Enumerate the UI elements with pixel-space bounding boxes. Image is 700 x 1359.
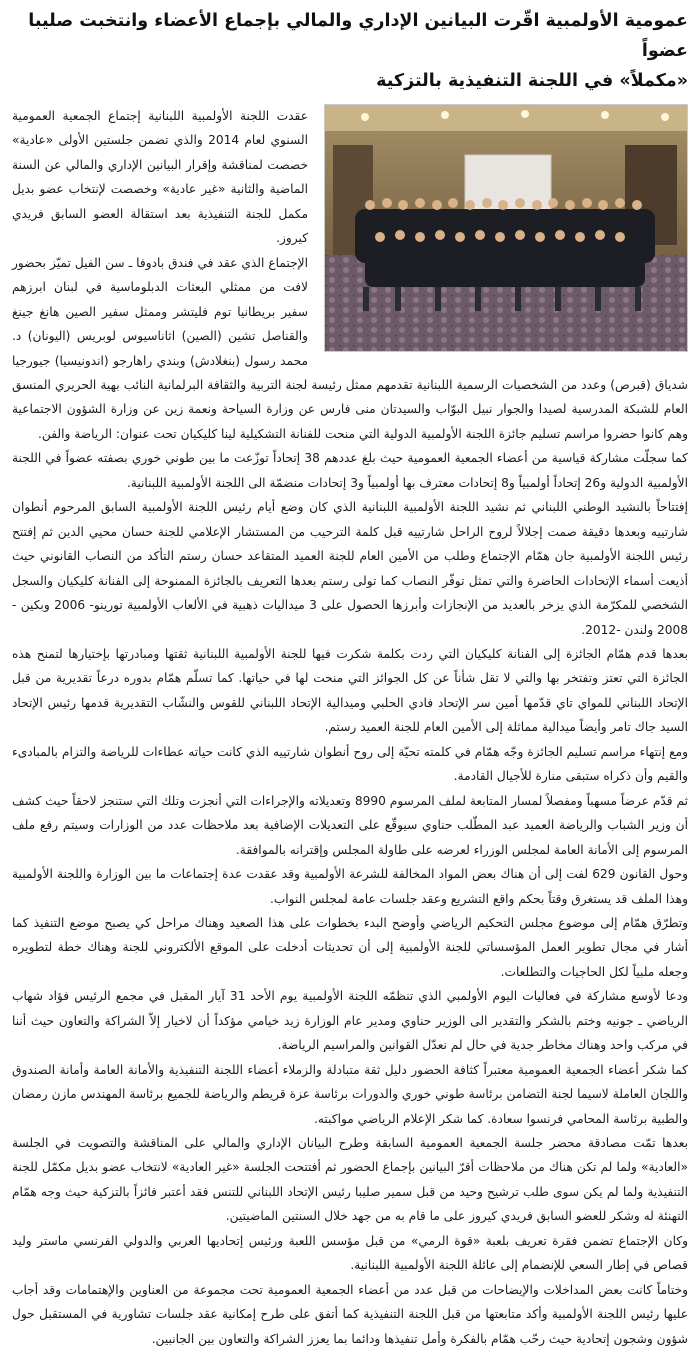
paragraph-intro: عقدت اللجنة الأولمبية اللبنانية إجتماع الجمعية العمومية السنوي لعام 2014 والذي تضمن جلستين الأولى «عادية» خصصت لمناقشة وإقرار البيانين الإداري والمالي عن السنة الماضية والثانية «غير عادية» وخصصت لإنتخاب عضو بديل مكمل للجنة التنفيذية بعد استقالة العضو السابق فريدي كيروز.	[12, 109, 309, 246]
paragraph-tribute: ومع إنتهاء مراسم تسليم الجائزة وجّه همّام في كلمته تحيّة إلى روح أنطوان شارتييه الذي كانت حياته عطاءات للرياضة والتزام بالمبادىء والقيم وأن ذكراه ستبقى منارة للأجيال القادمة.	[12, 744, 688, 784]
headline-line-2: «مكملاً» في اللجنة التنفيذية بالتزكية	[376, 71, 688, 91]
paragraph-opening: إفتتاحاً بالنشيد الوطني اللبناني ثم نشيد اللجنة الأولمبية اللبنانية الذي كان وضع أيام رئيس اللجنة الأولمبية السابق المرحوم أنطوان شارتييه وبعدها دقيقة صمت إجلالاً لروح الراحل شارتييه قبل كلمة الترحيب من المستشار الإعلامي للجنة حسان محيي الدين ثم إفتتح رئيس اللجنة الأولمبية جان همّام الإجتماع وطلب من الأمين العام للجنة العميد المتقاعد حسان رستم التأكد من النصاب القانوني حيث أذيعت أسماء الإتحادات الحاضرة والتي تمثل توفّر النصاب كما تولى رستم بعدها التعريف بالجائزة الممنوحة إلى الفنانة كليكيان والسجل الشخصي للمكرّمة الذي يزخر بالعديد من الإنجازات وأبرزها الحصول على 3 ميداليات ذهبية في الألعاب الأولمبية تورينو- 2006 وبكين - 2008 ولندن -2012.	[12, 500, 688, 637]
group-photo-of-committee-members-icon	[325, 105, 687, 351]
paragraph-election: بعدها تمّت مصادقة محضر جلسة الجمعية العمومية السابقة وطرح البيانان الإداري والمالي على المناقشة والتصويت في الجلسة «العادية» ولما لم تكن هناك من ملاحظات أقرّ البيانين بإجماع الحضور ثم أفتتحت الجلسة «غير العادية» لانتخاب عضو بديل مكمّل للجنة التنفيذية ولما لم يكن سوى طلب ترشيح وحيد من قبل سمير صليبا رئيس الإتحاد اللبناني للتنس فقد أعتبر فائزاً بالتزكية حيث وجه همّام التهنئة له وشكر للعضو السابق فريدي كيروز على ما قام به من جهد خلال السنتين الماضيتين.	[12, 1136, 688, 1224]
paragraph-olympic-day: ودعا لأوسع مشاركة في فعاليات اليوم الأولمبي الذي تنظمّه اللجنة الأولمبية يوم الأحد 31 آيار المقبل في مجمع الرئيس فؤاد شهاب الرياضي ـ جونيه وختم بالشكر والتقدير الى الوزير حناوي ومدير عام الوزارة زيد خيامي مؤكداً أن لاخيار إلاّ الشراكة والتعاون حيث أننا في مركب واحد وهناك مخاطر جدية في حال لم نعدّل القوانين والمراسيم الرياضة.	[12, 989, 689, 1053]
paragraph-attendance: الإجتماع الذي عقد في فندق بادوفا ـ سن الفيل تميّز بحضور لافت من ممثلي البعثات الدبلوماسية في لبنان ابرزهم سفير بريطانيا توم فليتشر وممثل سفير الصين هانغ جينغ والقناصل تشين (الصين) اثاناسيوس لوبريس (اليونان) د. محمد رسول (بنغلادش) وبندي راهارجو (اندونيسيا) جيورجيا شدياق (قبرص) وعدد من الشخصيات الرسمية اللبنانية تقدمهم ممثل رئيسة لجنة التربية والثقافة البرلمانية النائب بهية الحريري المنسق العام للشبكة المدرسية لصيدا والجوار نبيل البوّاب والسيدتان منى فارس عن وزارة السياحة ونعمة زين عن وزارة الشؤون الاجتماعية وهم كانوا حضروا مراسم تسليم جائزة اللجنة الأولمبية الدولية التي منحت للفنانة التشكيلية لينا كليكيان تحت عنوان: الرياضة والفن.	[12, 255, 688, 441]
headline-line-1: عمومية الأولمبية اقّرت البيانين الإداري والمالي بإجماع الأعضاء وانتخبت صليبا عضواً	[28, 11, 688, 61]
paragraph-arbitration: وتطرّق همّام إلى موضوع مجلس التحكيم الرياضي وأوضح البدء بخطوات على هذا الصعيد وهناك مراحل كي يصبح موضع التنفيذ كما أشار في مجال تطوير العمل المؤسساتي للجنة الأولمبية إلى أن تحديثات أدخلت على الموقع الألكتروني للجنة وهناك خطة لتطويره وجعله ملبياً لكل الحاجيات والتطلعات.	[12, 915, 688, 979]
article-headline	[12, 6, 688, 96]
paragraph-thanks: كما شكر أعضاء الجمعية العمومية معتبراً كثافة الحضور دليل ثقة متبادلة والزملاء أعضاء اللجنة التنفيذية والأمانة العامة وأمانة الصندوق واللجان العاملة لاسيما لجنة التضامن برئاسة طوني خوري والدورات برئاسة عزة قريطم والرياضة للجميع برئاسة المهندس مازن رمضان والطبية برئاسة المحامي فرنسوا سعادة. كما شكر الإعلام الرياضي مواكبته.	[12, 1062, 688, 1126]
paragraph-law: وحول القانون 629 لفت إلى أن هناك بعض المواد المخالفة للشرعة الأولمبية وقد عقدت عدة إجتماعات ما بين الوزارة واللجنة الأولمبية وهذا الملف قد يستغرق وقتاً بحكم واقع التشريع وعقد جلسات عامة لمجلس النواب.	[12, 867, 689, 906]
article-body	[12, 104, 688, 1351]
paragraph-participation: كما سجلّت مشاركة قياسية من أعضاء الجمعية العمومية حيث بلغ عددهم 38 إتحاداً توزّعت ما بين طوني خوري بصفته عضواً في اللجنة الأولمبية الدولية و26 إتحاداً أولمبياً و8 إتحادات معترف بها أولمبياً و3 إتحادات منضمّة الى اللجنة الأولمبية اللبنانية.	[12, 451, 688, 490]
paragraph-closing: وختاماً كانت بعض المداخلات والإيضاحات من قبل عدد من أعضاء الجمعية العمومية تحت مجموعة من العناوين والإهتمامات وقد أجاب عليها رئيس اللجنة الأولمبية وأكد متابعتها من قبل اللجنة التنفيذية كما أتفق على طرح إمكانية عقد جلسات تشاورية في المستقبل حول شؤون وشجون إتحادية حيث رحّب همّام بالفكرة وأمل تنفيذها ودائما بما يعزز الشراكة والتعاون بين الجانبين.	[12, 1282, 688, 1346]
paragraph-decree: ثم قدّم عرضاً مسهباً ومفصلاً لمسار المتابعة لملف المرسوم 8990 وتعديلاته والإجراءات التي أنجزت وتلك التي ستنجز لاحقاً حيث كشف أن وزير الشباب والرياضة العميد عبد المطّلب حناوي سيوقّع على التعديلات الإضافية بعد ملاحظات عدد من الوزارات وسيتم رفع ملف المرسوم إلى الأمانة العامة لمجلس الوزراء لعرضه على طاولة المجلس وإقترانه بالموافقة.	[12, 793, 688, 857]
paragraph-sport-intro: وكان الإجتماع تضمن فقرة تعريف بلعبة «قوة الرمي» من قبل مؤسس اللعبة ورئيس إتحاديها العربي والدولي الفرنسي ماستر وليد قصاص في إطار السعي للإنضمام إلى عائلة اللجنة الأولمبية اللبنانية.	[12, 1233, 688, 1273]
paragraph-award: بعدها قدم همّام الجائزة إلى الفنانة كليكيان التي ردت بكلمة شكرت فيها للجنة الأولمبية اللبنانية ثقتها ومبادرتها بإختيارها لتمنح هذه الجائزة التي تعتز وتفتخر بها والتي لا تقل شأناً عن كل الجوائز التي منحت لها في حياتها. كما تسلّم همّام بدوره درعاً تقديرية من قبل الإتحاد اللبناني للمواي تاي قدّمها أمين سر الإتحاد فادي الحلبي وميدالية الإتحاد اللبناني للقوس والنشّاب التقديرية قدمها رئيس الإتحاد السيد جاك تامر وأيضاً ميدالية مماثلة إلى الأمين العام للجنة العميد رستم.	[12, 646, 688, 735]
group-photo	[324, 104, 688, 352]
